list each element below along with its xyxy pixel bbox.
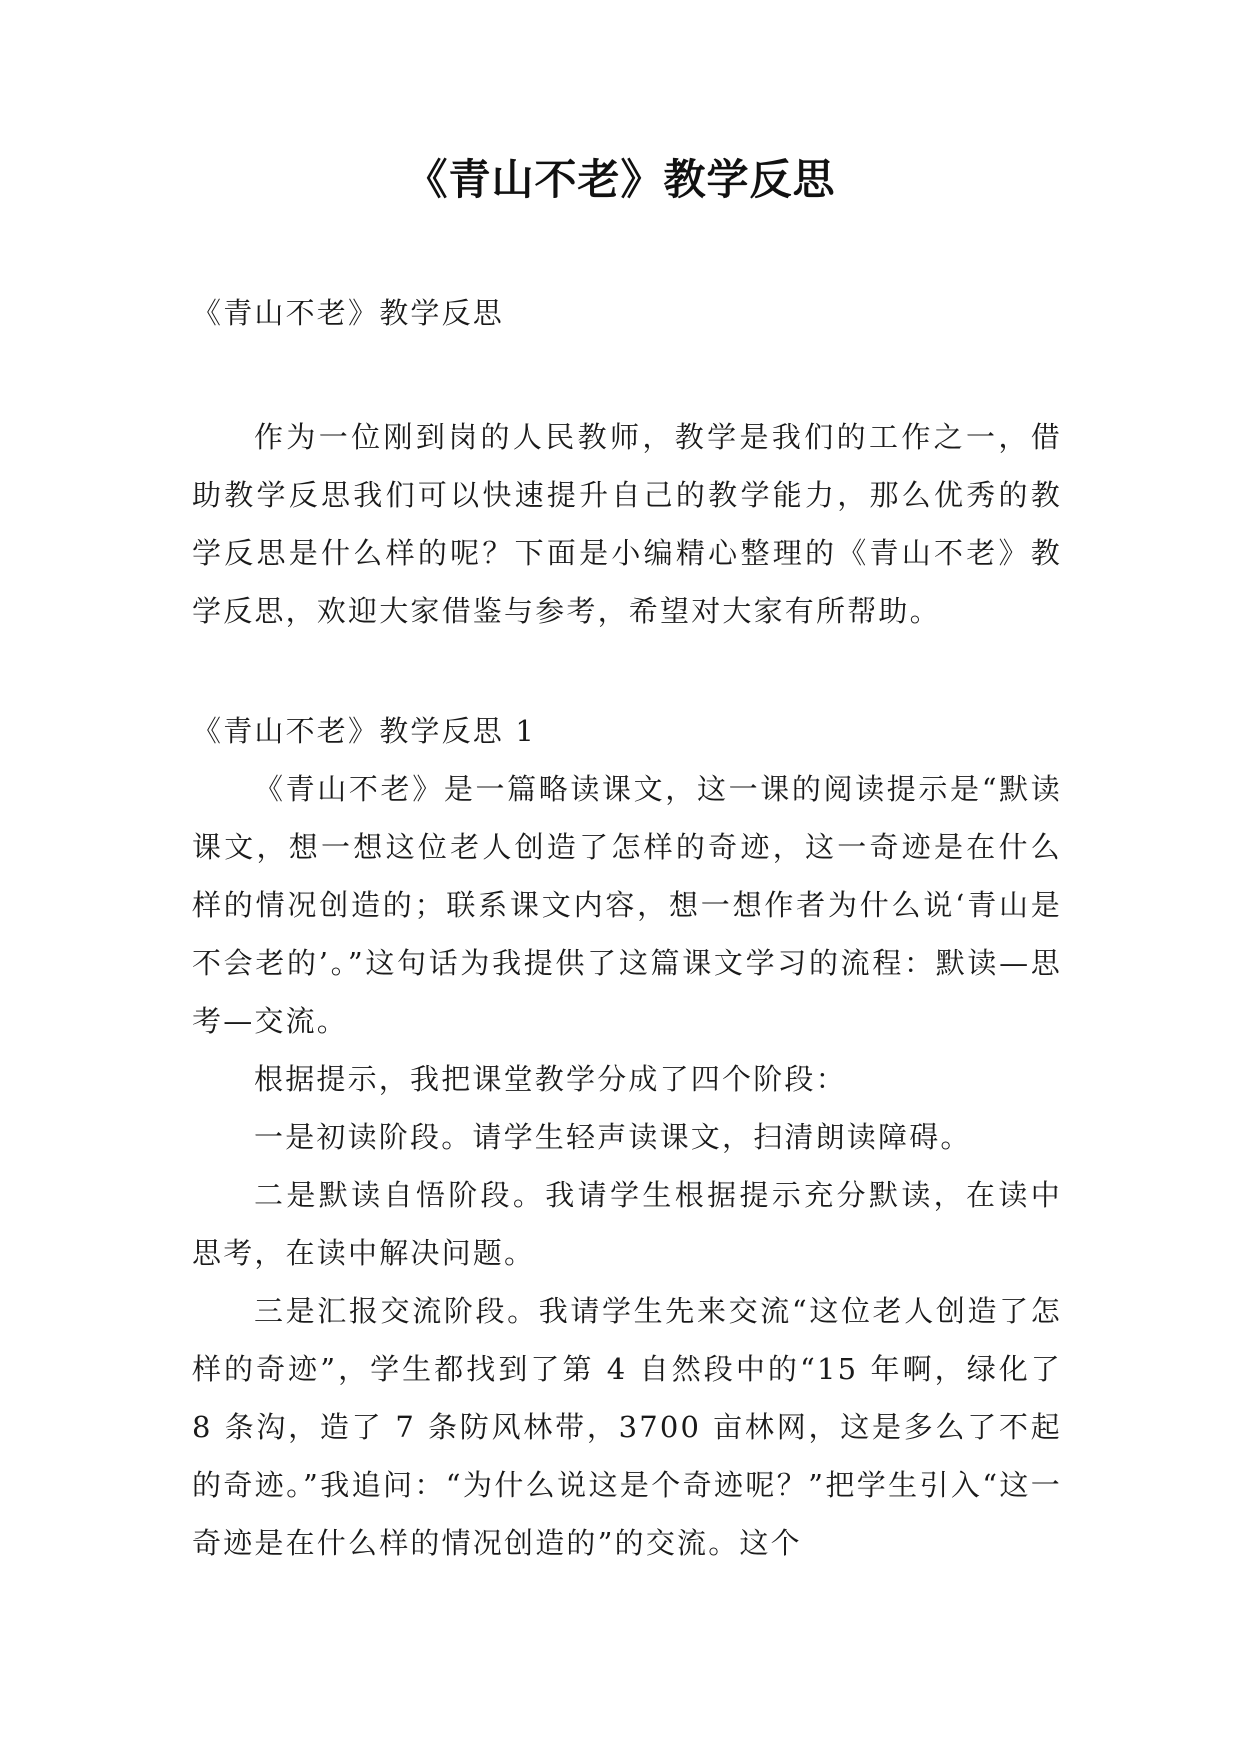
section-paragraph: 二是默读自悟阶段。我请学生根据提示充分默读，在读中思考，在读中解决问题。 — [192, 1178, 1062, 1270]
section-paragraph: 一是初读阶段。请学生轻声读课文，扫清朗读障碍。 — [254, 1120, 972, 1154]
section-paragraph: 根据提示，我把课堂教学分成了四个阶段： — [254, 1062, 847, 1096]
section-paragraph: 《青山不老》是一篇略读课文，这一课的阅读提示是“默读课文，想一想这位老人创造了怎样的奇迹，这一奇迹是在什么样的情况创造的；联系课文内容，想一想作者为什么说‘青山是不会老的’。”这句话为我提供了这篇课文学习的流程：默读—思考—交流。 — [192, 772, 1062, 1038]
document-title: 《青山不老》教学反思 — [405, 155, 836, 204]
section-1 — [192, 702, 1062, 1572]
section-heading: 《青山不老》教学反思 1 — [192, 714, 537, 748]
document-subtitle: 《青山不老》教学反思 — [192, 296, 505, 330]
intro-paragraph: 作为一位刚到岗的人民教师，教学是我们的工作之一，借助教学反思我们可以快速提升自己的教学能力，那么优秀的教学反思是什么样的呢？下面是小编精心整理的《青山不老》教学反思，欢迎大家借鉴与参考，希望对大家有所帮助。 — [192, 420, 1062, 628]
section-paragraph: 三是汇报交流阶段。我请学生先来交流“这位老人创造了怎样的奇迹”，学生都找到了第 4 自然段中的“15 年啊，绿化了 8 条沟，造了 7 条防风林带，3700 亩林网，这是多么了不起的奇迹。”我追问：“为什么说这是个奇迹呢？”把学生引入“这一奇迹是在什么样的情况创造的”的交流。这个 — [192, 1294, 1062, 1560]
